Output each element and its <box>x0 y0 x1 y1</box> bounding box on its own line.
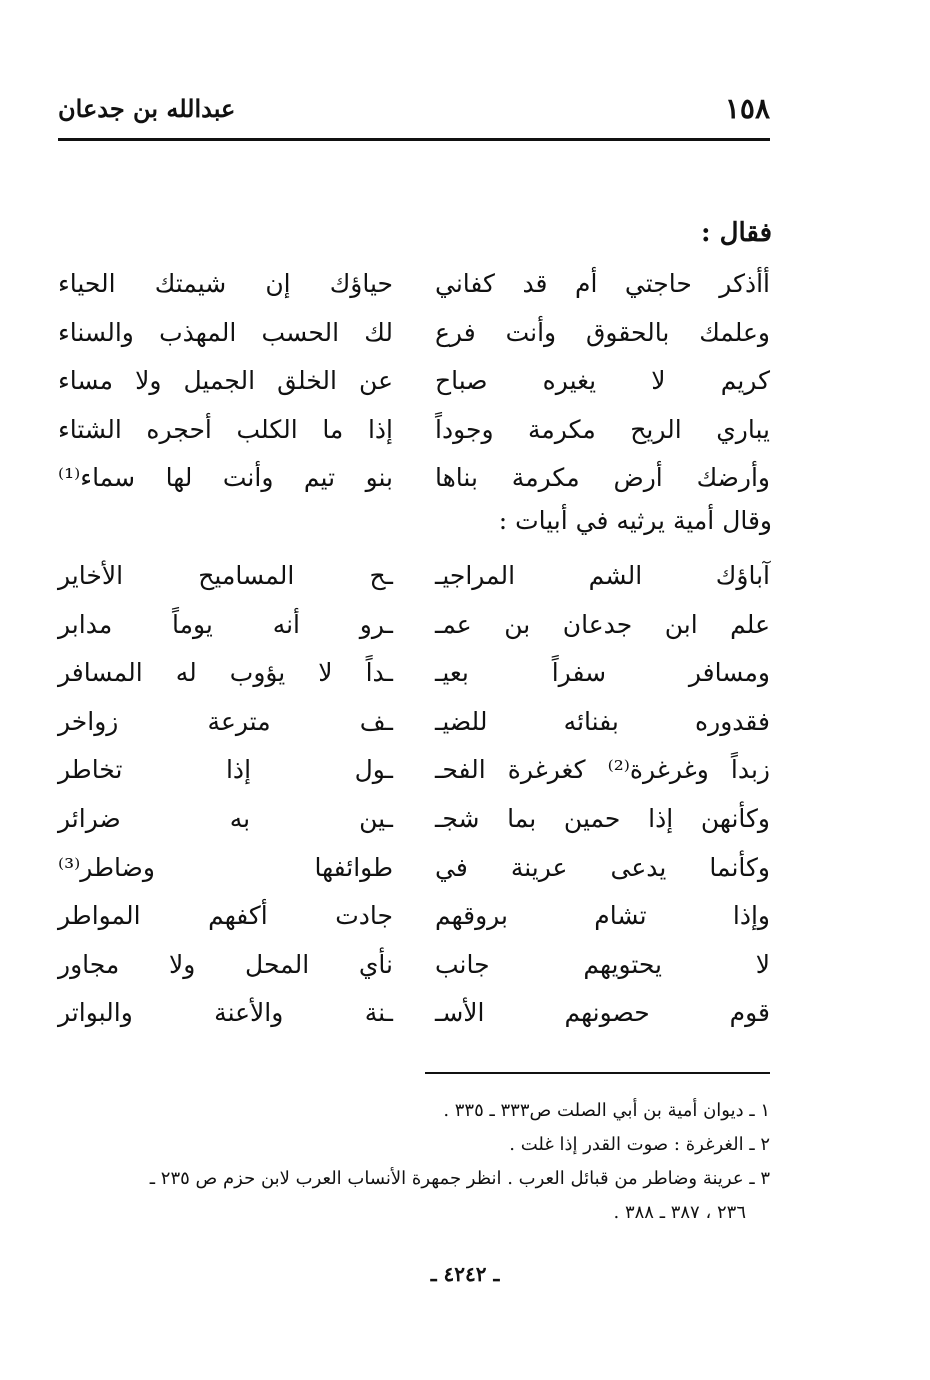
second-hemistich: جادت أكفهم المواطر <box>58 901 393 931</box>
second-hemistich: ـول إذا تخاطر <box>58 755 393 785</box>
verse-line <box>58 458 770 507</box>
poem-elegy <box>58 556 770 1042</box>
intro-label: فقال : <box>700 218 772 248</box>
second-hemistich: طوائفها وضاطر⁽³⁾ <box>58 852 393 882</box>
first-hemistich: آباؤك الشم المراجيـ <box>435 561 770 590</box>
footnotes <box>58 1094 770 1230</box>
verse-line <box>58 848 770 897</box>
second-hemistich: حياؤك إن شيمتك الحياء <box>58 269 393 298</box>
verse-line <box>58 945 770 994</box>
first-hemistich: وكأنما يدعى عرينة في <box>435 852 770 882</box>
narration-line: وقال أمية يرثيه في أبيات : <box>498 506 772 535</box>
second-hemistich: ـح المساميح الأخاير <box>58 561 393 590</box>
first-hemistich: ومسافر سفراً بعيـ <box>435 658 770 688</box>
first-hemistich: علم ابن جدعان بن عمـ <box>435 609 770 639</box>
page-header <box>58 92 770 132</box>
verse-line <box>58 799 770 848</box>
footnote: ٢ ـ الغرغرة : صوت القدر إذا غلت . <box>509 1134 770 1155</box>
verse-line <box>58 264 770 313</box>
verse-line <box>58 313 770 362</box>
verse-line <box>58 361 770 410</box>
first-hemistich: وعلمك بالحقوق وأنت فرع <box>435 317 770 347</box>
verse-line <box>58 750 770 799</box>
first-hemistich: وكأنهن إذا حمين بما شجـ <box>435 803 770 833</box>
first-hemistich: زبداً وغرغرة⁽²⁾ كغرغرة الفحـ <box>435 755 771 785</box>
verse-line <box>58 993 770 1042</box>
verse-line <box>58 702 770 751</box>
first-hemistich: قوم حصونهم الأسـ <box>435 998 770 1028</box>
footnote: ٣ ـ عرينة وضاطر من قبائل العرب . انظر جمهرة الأنساب العرب لابن حزم ص ٢٣٥ ـ <box>149 1168 770 1189</box>
poem-first <box>58 264 770 507</box>
second-hemistich: نأي المحل ولا مجاور <box>58 949 393 979</box>
second-hemistich: لك الحسب المهذب والسناء <box>58 317 393 347</box>
verse-line <box>58 605 770 654</box>
first-hemistich: يباري الريح مكرمة وجوداً <box>435 414 770 444</box>
second-hemistich: ـرو أنه يوماً مدابر <box>58 609 393 639</box>
first-hemistich: كريم لا يغيره صباح <box>435 366 770 396</box>
verse-line <box>58 896 770 945</box>
folio-number: ـ ٤٢٤٢ ـ <box>430 1262 500 1286</box>
footnote: ١ ـ ديوان أمية بن أبي الصلت ص٣٣٣ ـ ٣٣٥ . <box>443 1100 770 1121</box>
page-number: ١٥٨ <box>724 92 770 125</box>
second-hemistich: إذا ما الكلب أحجره الشتاء <box>58 414 393 444</box>
second-hemistich: عن الخلق الجميل ولا مساء <box>58 366 393 396</box>
verse-line <box>58 653 770 702</box>
second-hemistich: ـنة والأعنة والبواتر <box>58 998 393 1028</box>
second-hemistich: ـف مترعة زواخر <box>58 706 393 736</box>
footnote-rule <box>425 1072 770 1074</box>
second-hemistich: ـين به ضرائر <box>58 803 393 833</box>
running-title: عبدالله بن جدعان <box>58 94 236 123</box>
second-hemistich: بنو تيم وأنت لها سماء⁽¹⁾ <box>58 463 393 493</box>
first-hemistich: أأذكر حاجتي أم قد كفاني <box>435 269 770 298</box>
verse-line <box>58 410 770 459</box>
verse-line <box>58 556 770 605</box>
first-hemistich: وإذا تشام بروقهم <box>435 901 770 931</box>
header-rule <box>58 138 770 141</box>
second-hemistich: ـداً لا يؤوب له المسافر <box>58 658 393 688</box>
first-hemistich: لا يحتويهم جانب <box>435 949 770 979</box>
footnote-continuation: ٢٣٦ ، ٣٨٧ ـ ٣٨٨ . <box>613 1202 746 1223</box>
first-hemistich: فقدوره بفنائه للضيـ <box>435 706 770 736</box>
first-hemistich: وأرضك أرض مكرمة بناها <box>435 463 770 493</box>
